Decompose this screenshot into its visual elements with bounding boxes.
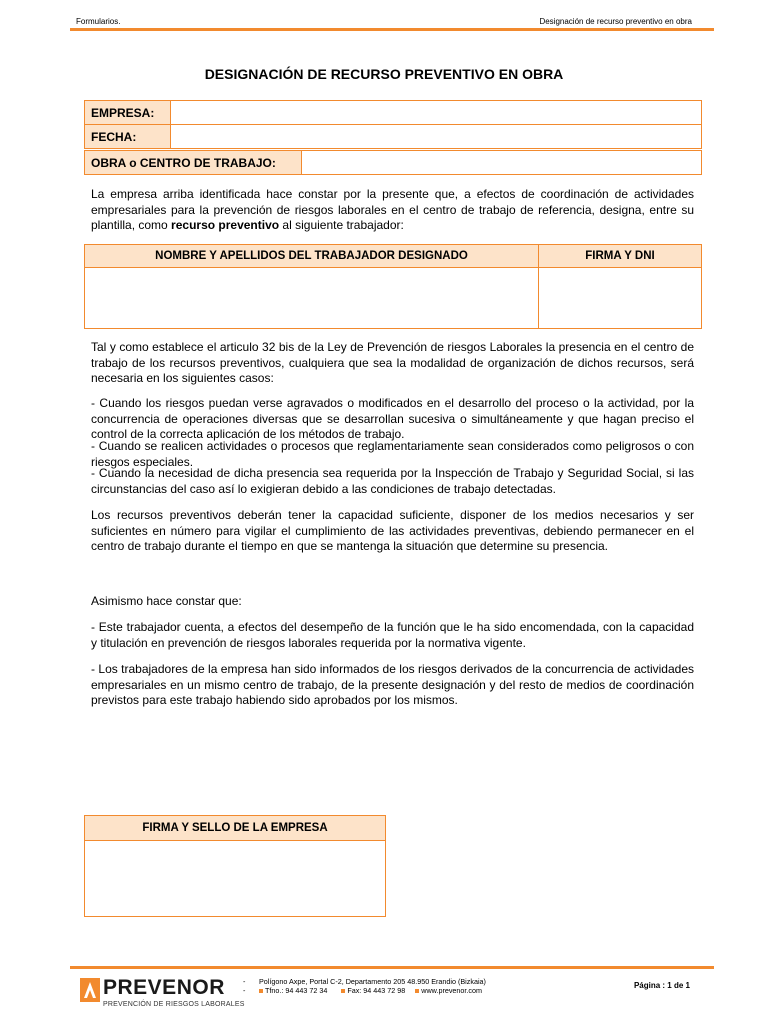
- case-3: - Cuando la necesidad de dicha presencia sea requerida por la Inspección de Trabajo y Seguridad Social, si las circunstancias del caso así lo exigieran debido a las condiciones de trabajo detectadas.: [91, 466, 694, 496]
- prevenor-logo: [80, 976, 245, 1020]
- fax-text: Fax: 94 443 72 98: [347, 986, 406, 995]
- info-table-1: [84, 100, 702, 149]
- firma-sello-label: FIRMA Y SELLO DE LA EMPRESA: [85, 816, 385, 841]
- page-number: Página : 1 de 1: [633, 981, 690, 990]
- intro-tail: al siguiente trabajador:: [279, 218, 404, 232]
- header-divider: [70, 28, 714, 31]
- address-row: [243, 977, 486, 986]
- web-link[interactable]: www.prevenor.com: [421, 986, 482, 995]
- worker-firma-header: FIRMA Y DNI: [539, 245, 702, 268]
- body-paragraph-4: - Este trabajador cuenta, a efectos del desempeño de la función que le ha sido encomendada, con la capacidad y titulación en prevención de riesgos laborales requerida por la normativa vigente.: [91, 620, 694, 650]
- bullet-icon: [259, 989, 263, 993]
- worker-firma-field[interactable]: [539, 268, 702, 329]
- intro-paragraph: [91, 187, 694, 234]
- footer-address: [243, 977, 486, 995]
- worker-table: [84, 244, 702, 329]
- contact-row: [243, 986, 486, 995]
- bullet-icon: [341, 989, 345, 993]
- body-paragraph-5: - Los trabajadores de la empresa han sido informados de los riesgos derivados de la concurrencia de actividades empresariales en un mismo centro de trabajo, de la presente designación y del resto de medios de coordinación previstos para este trabajo habiendo sido aprobados por los mismos.: [91, 662, 694, 707]
- address-text: Polígono Axpe, Portal C-2, Departamento 205 48.950 Erandio (Bizkaia): [259, 977, 486, 986]
- firma-sello-box[interactable]: [84, 815, 386, 917]
- fecha-field[interactable]: [171, 125, 702, 149]
- logo-subtitle: PREVENCIÓN DE RIESGOS LABORALES: [103, 1001, 245, 1008]
- footer-divider: [70, 966, 714, 969]
- fecha-label: FECHA:: [85, 125, 171, 149]
- document-title: DESIGNACIÓN DE RECURSO PREVENTIVO EN OBRA: [204, 66, 564, 82]
- empresa-field[interactable]: [171, 101, 702, 125]
- body-paragraph-3: Asimismo hace constar que:: [91, 594, 242, 608]
- empresa-label: EMPRESA:: [85, 101, 171, 125]
- worker-name-field[interactable]: [85, 268, 539, 329]
- prevenor-logo-icon: [80, 978, 100, 1002]
- obra-field[interactable]: [302, 151, 702, 175]
- info-table-2: [84, 150, 702, 175]
- body-paragraph-1: Tal y como establece el articulo 32 bis de la Ley de Prevención de riesgos Laborales la presencia en el centro de trabajo de los recursos preventivos, cualquiera que sea la modalidad de organización de dichos recursos, será necesaria en los siguientes casos:: [91, 340, 694, 385]
- bullet-icon: [415, 989, 419, 993]
- case-1: - Cuando los riesgos puedan verse agravados o modificados en el desarrollo del proceso o la actividad, por la concurrencia de operaciones diversas que se desarrollan sucesiva o simultáneamente y que hagan preciso el control de la correcta aplicación de los métodos de trabajo.: [91, 396, 694, 441]
- body-paragraph-2: Los recursos preventivos deberán tener la capacidad suficiente, disponer de los medios necesarios y ser suficientes en número para vigilar el cumplimiento de las actividades preventivas, debiendo permanecer en el centro de trabajo durante el tiempo en que se mantenga la situación que determine su presencia.: [91, 508, 694, 553]
- intro-bold: recurso preventivo: [171, 218, 280, 232]
- phone-text: Tfno.: 94 443 72 34: [265, 986, 328, 995]
- header-left-text: Formularios.: [76, 17, 121, 26]
- worker-name-header: NOMBRE Y APELLIDOS DEL TRABAJADOR DESIGNADO: [85, 245, 539, 268]
- header-right-text: Designación de recurso preventivo en obra: [539, 17, 692, 26]
- obra-label: OBRA o CENTRO DE TRABAJO:: [85, 151, 302, 175]
- address-dash: -: [243, 977, 246, 986]
- case-2: - Cuando se realicen actividades o procesos que reglamentariamente sean considerados como peligrosos o con riesgos especiales.: [91, 439, 694, 469]
- contact-dash: -: [243, 986, 246, 995]
- logo-name: PREVENOR: [103, 976, 225, 999]
- intro-text: La empresa arriba identificada hace constar por la presente que, a efectos de coordinación de actividades empresariales para la prevención de riesgos laborales en el centro de trabajo de referencia, designa, entre su plantilla, como: [91, 187, 694, 232]
